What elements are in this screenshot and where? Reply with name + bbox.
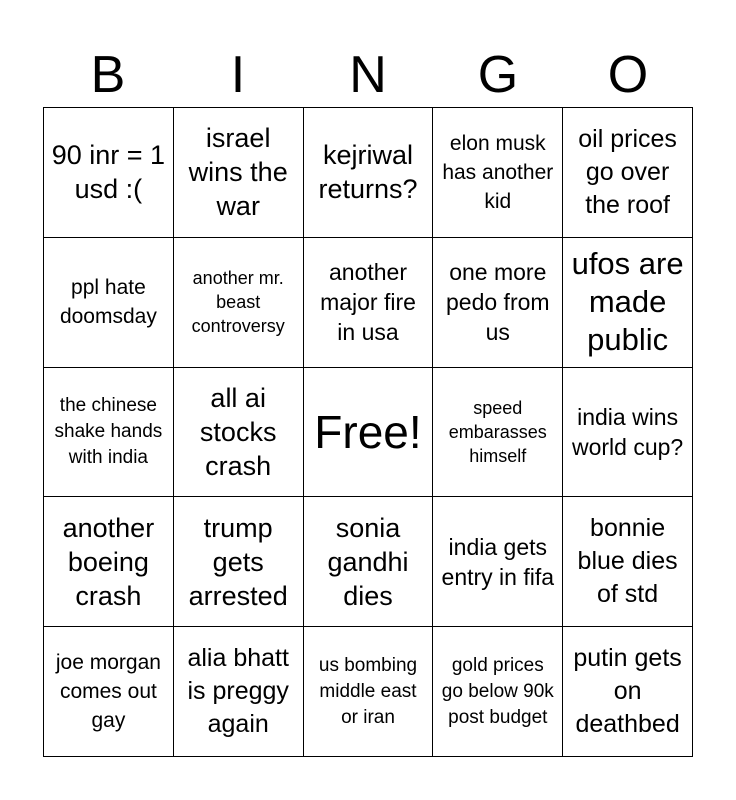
bingo-cell-text: speed embarasses himself [448, 397, 547, 466]
bingo-cell-text: trump gets arrested [188, 512, 288, 611]
bingo-cell[interactable] [44, 238, 174, 368]
bingo-cell-text: Free! [314, 405, 422, 458]
bingo-cell[interactable] [433, 368, 563, 498]
bingo-cell-text: one more pedo from us [446, 259, 550, 346]
bingo-cell[interactable] [433, 238, 563, 368]
header-letter-b: B [90, 46, 126, 104]
bingo-cell-text: another boeing crash [62, 512, 155, 611]
bingo-cell[interactable] [304, 238, 434, 368]
bingo-cell[interactable] [563, 238, 693, 368]
bingo-cell[interactable] [174, 238, 304, 368]
bingo-cell-text: bonnie blue dies of std [577, 514, 678, 609]
bingo-cell-text: oil prices go over the roof [578, 124, 677, 219]
bingo-cell-text: gold prices go below 90k post budget [441, 654, 554, 728]
bingo-cell-text: israel wins the war [188, 123, 288, 222]
bingo-cell-text: 90 inr = 1 usd :( [51, 140, 166, 205]
bingo-cell[interactable] [44, 368, 174, 498]
bingo-card-grid [43, 107, 693, 757]
bingo-cell[interactable] [174, 627, 304, 757]
free-space-cell[interactable] [304, 368, 434, 498]
bingo-cell[interactable] [563, 108, 693, 238]
header-letter-i: I [230, 46, 246, 104]
bingo-cell[interactable] [174, 497, 304, 627]
bingo-cell-text: ufos are made public [571, 246, 684, 358]
header-letter-o: O [607, 46, 649, 104]
bingo-cell[interactable] [44, 108, 174, 238]
bingo-cell-text: india wins world cup? [571, 403, 684, 460]
bingo-header [43, 44, 693, 106]
bingo-cell[interactable] [304, 497, 434, 627]
bingo-cell[interactable] [304, 627, 434, 757]
bingo-cell-text: the chinese shake hands with india [54, 394, 163, 468]
bingo-cell[interactable] [44, 627, 174, 757]
bingo-cell-text: elon musk has another kid [442, 131, 554, 213]
bingo-cell[interactable] [433, 108, 563, 238]
bingo-cell-text: all ai stocks crash [199, 382, 277, 481]
bingo-cell[interactable] [174, 368, 304, 498]
bingo-cell[interactable] [563, 368, 693, 498]
bingo-cell-text: another mr. beast controversy [191, 268, 285, 337]
header-letter-n: N [349, 46, 387, 104]
bingo-cell-text: ppl hate doomsday [59, 276, 157, 329]
header-letter-g: G [477, 46, 519, 104]
bingo-cell-text: sonia gandhi dies [327, 512, 409, 611]
bingo-cell[interactable] [563, 627, 693, 757]
bingo-cell[interactable] [174, 108, 304, 238]
bingo-cell-text: kejriwal returns? [318, 140, 418, 205]
bingo-cell[interactable] [433, 627, 563, 757]
bingo-cell[interactable] [304, 108, 434, 238]
bingo-cell-text: joe morgan comes out gay [55, 651, 161, 733]
bingo-cell[interactable] [563, 497, 693, 627]
bingo-cell[interactable] [433, 497, 563, 627]
bingo-cell-text: india gets entry in fifa [441, 533, 555, 590]
bingo-cell-text: putin gets on deathbed [573, 644, 682, 739]
bingo-cell-text: us bombing middle east or iran [318, 654, 418, 728]
bingo-cell-text: alia bhatt is preggy again [187, 644, 289, 739]
bingo-cell-text: another major fire in usa [320, 259, 416, 346]
bingo-cell[interactable] [44, 497, 174, 627]
